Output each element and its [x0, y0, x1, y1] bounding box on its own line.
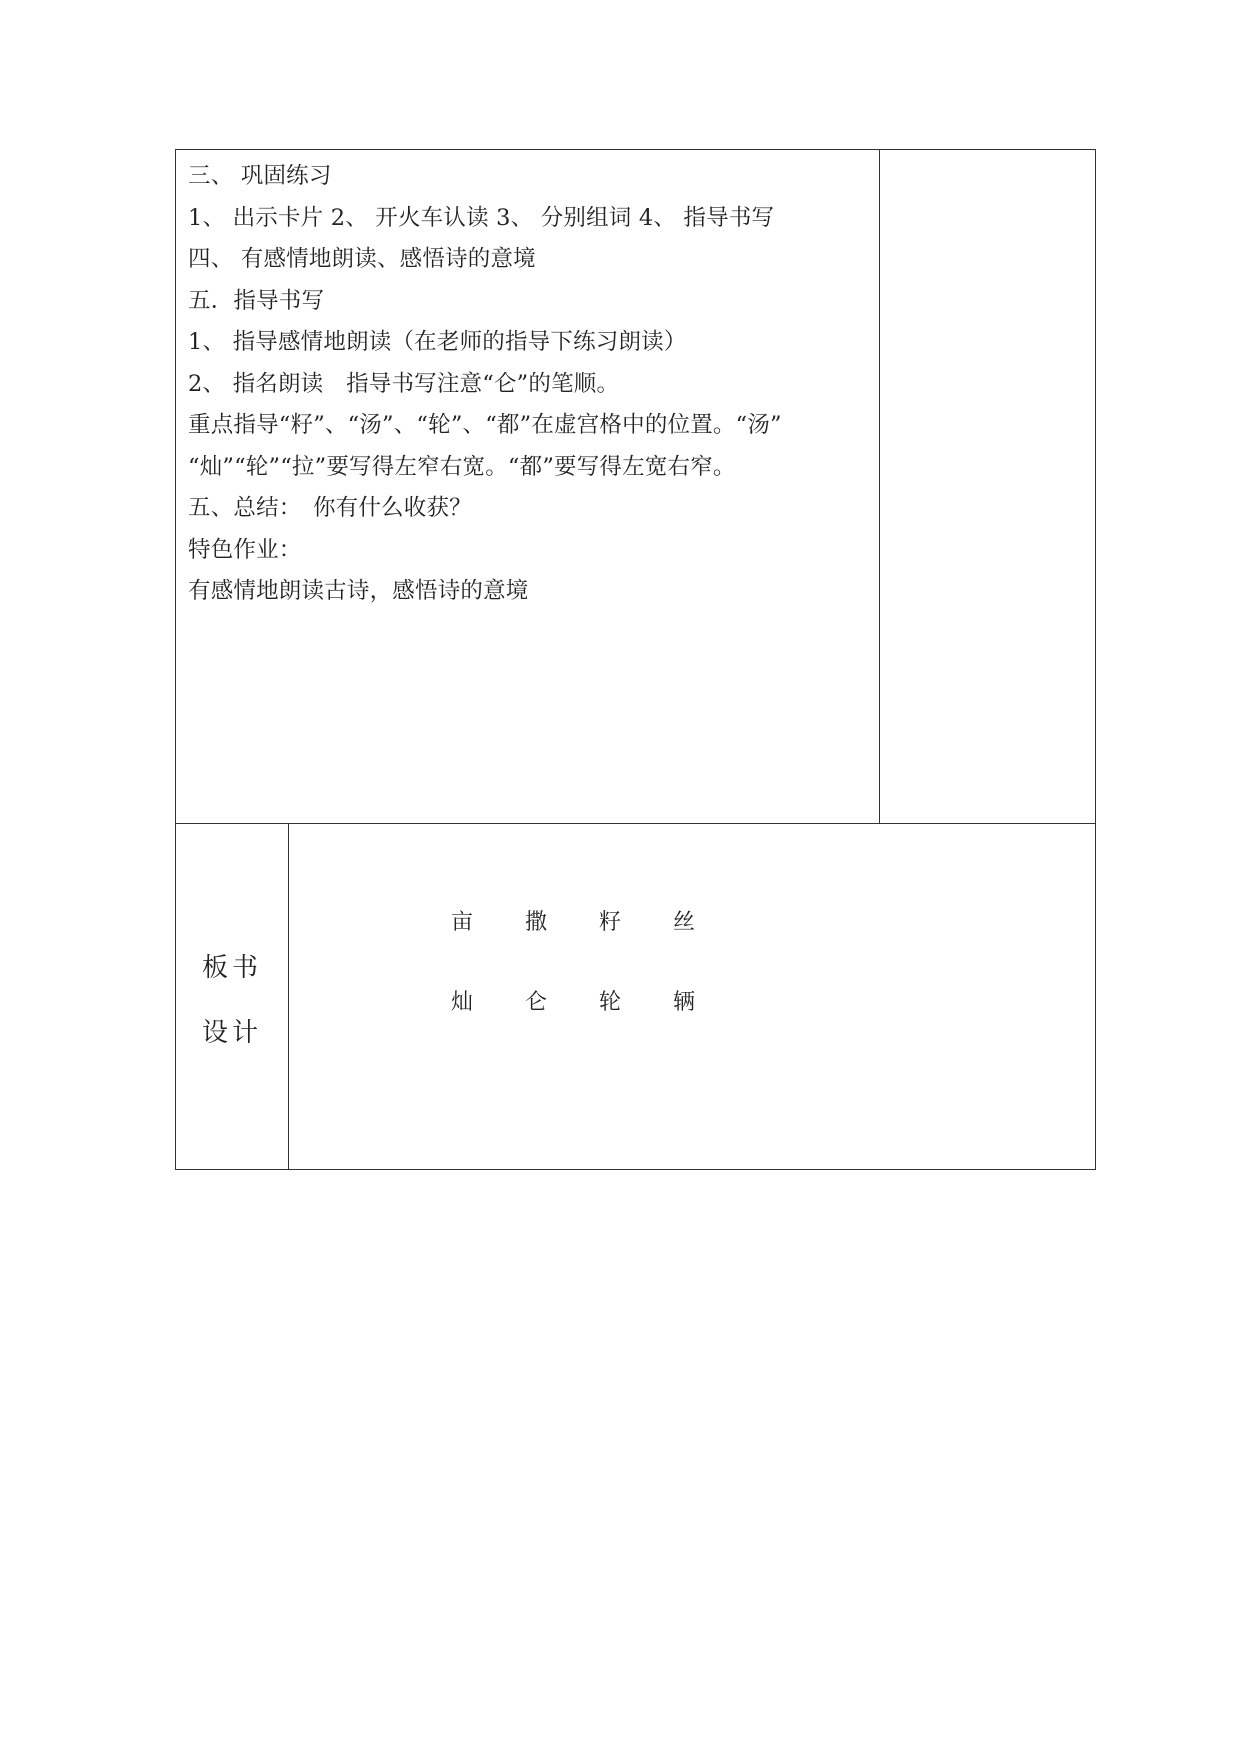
board-label-line-1: 板书 — [201, 953, 262, 983]
board-char: 亩 — [450, 910, 473, 935]
key-guidance-line-2: “灿”“轮”“拉”要写得左窄右宽。“都”要写得左宽右窄。 — [188, 453, 736, 480]
summary-line: 五、总结： 你有什么收获？ — [188, 495, 472, 521]
lesson-content — [188, 156, 868, 613]
writing-step-2: 2、 指名朗读 指导书写注意“仑”的笔顺。 — [188, 370, 620, 397]
board-char: 灿 — [450, 990, 473, 1015]
writing-step-1: 1、 指导感情地朗读（在老师的指导下练习朗读） — [188, 329, 687, 355]
section-writing-heading: 五．指导书写 — [188, 287, 325, 314]
board-char: 籽 — [598, 910, 621, 935]
homework-content: 有感情地朗读古诗，感悟诗的意境 — [188, 578, 529, 604]
board-char: 轮 — [598, 990, 621, 1015]
board-char: 丝 — [672, 910, 695, 935]
section-reading-heading: 四、 有感情地朗读、感悟诗的意境 — [188, 246, 536, 272]
board-design-table — [175, 823, 1096, 1170]
board-label-divider — [288, 823, 289, 1170]
consolidation-steps: 1、 出示卡片 2、 开火车认读 3、 分别组词 4、 指导书写 — [188, 204, 775, 231]
homework-heading: 特色作业： — [188, 536, 302, 563]
key-guidance-line-1: 重点指导“籽”、“汤”、“轮”、“都”在虚宫格中的位置。“汤” — [188, 412, 782, 438]
board-char: 仑 — [524, 990, 547, 1015]
section-consolidation-heading: 三、 巩固练习 — [188, 163, 332, 189]
board-label-line-2: 设计 — [201, 1018, 262, 1048]
upper-column-divider — [879, 149, 880, 824]
board-char: 撒 — [524, 910, 547, 935]
board-char: 辆 — [672, 990, 695, 1015]
